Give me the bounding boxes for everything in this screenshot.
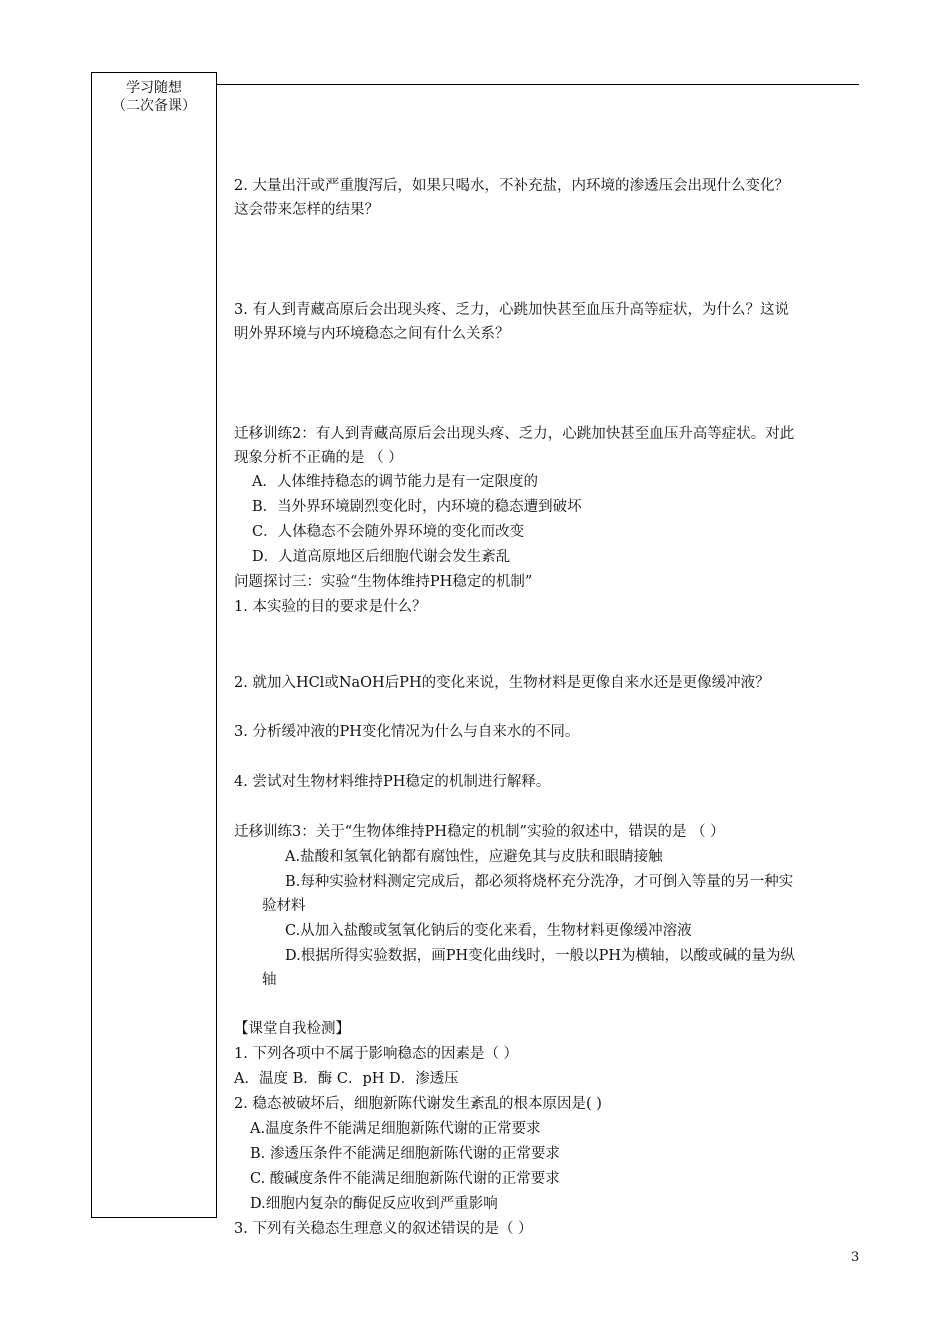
exercise-3-option-b-line-1: B.每种实验材料测定完成后，都必须将烧杯充分洗净，才可倒入等量的另一种实 [285, 874, 794, 890]
self-check-q3: 3. 下列有关稳态生理意义的叙述错误的是（ ） [234, 1221, 533, 1237]
question-3-line-2: 明外界环境与内环境稳态之间有什么关系？ [234, 326, 510, 342]
discussion-3-q3: 3. 分析缓冲液的PH变化情况为什么与自来水的不同。 [234, 724, 580, 740]
exercise-2-option-d: D．人道高原地区后细胞代谢会发生紊乱 [252, 549, 511, 565]
exercise-3-stem: 迁移训练3：关于“生物体维持PH稳定的机制”实验的叙述中，错误的是 （ ） [234, 824, 725, 840]
question-2-line-1: 2. 大量出汗或严重腹泻后，如果只喝水，不补充盐，内环境的渗透压会出现什么变化？ [234, 178, 789, 194]
exercise-2-line-2: 现象分析不正确的是 （ ） [234, 450, 403, 466]
study-notes-title: 学习随想 [126, 80, 182, 96]
exercise-3-option-b-line-2: 验材料 [262, 898, 306, 914]
self-check-q1: 1. 下列各项中不属于影响稳态的因素是（ ） [234, 1046, 519, 1062]
self-check-q1-options: A．温度 B．酶 C．pH D．渗透压 [234, 1071, 459, 1087]
exercise-3-option-c: C.从加入盐酸或氢氧化钠后的变化来看，生物材料更像缓冲溶液 [285, 923, 692, 939]
exercise-2-option-b: B．当外界环境剧烈变化时，内环境的稳态遭到破坏 [252, 499, 582, 515]
self-check-q2-option-b: B. 渗透压条件不能满足细胞新陈代谢的正常要求 [250, 1146, 560, 1162]
discussion-3-q2: 2. 就加入HCl或NaOH后PH的变化来说，生物材料是更像自来水还是更像缓冲液？ [234, 675, 770, 691]
exercise-3-option-d-line-1: D.根据所得实验数据，画PH变化曲线时，一般以PH为横轴，以酸或碱的量为纵 [285, 948, 796, 964]
question-2-line-2: 这会带来怎样的结果？ [234, 202, 379, 218]
exercise-2-option-a: A．人体维持稳态的调节能力是有一定限度的 [252, 474, 538, 490]
self-check-q2-option-c: C. 酸碱度条件不能满足细胞新陈代谢的正常要求 [250, 1171, 560, 1187]
self-check-q2: 2. 稳态被破坏后，细胞新陈代谢发生紊乱的根本原因是( ) [234, 1096, 602, 1112]
study-notes-subtitle: （二次备课） [112, 98, 196, 114]
exercise-2-line-1: 迁移训练2：有人到青藏高原后会出现头疼、乏力，心跳加快甚至血压升高等症状。对此 [234, 426, 795, 442]
discussion-3-q4: 4. 尝试对生物材料维持PH稳定的机制进行解释。 [234, 774, 551, 790]
header-rule [217, 84, 859, 85]
study-notes-box [91, 72, 217, 1218]
self-check-q2-option-a: A.温度条件不能满足细胞新陈代谢的正常要求 [250, 1121, 541, 1137]
question-3-line-1: 3. 有人到青藏高原后会出现头疼、乏力，心跳加快甚至血压升高等症状，为什么？这说 [234, 302, 789, 318]
exercise-3-option-d-line-2: 轴 [262, 972, 277, 988]
self-check-q2-option-d: D.细胞内复杂的酶促反应收到严重影响 [250, 1196, 498, 1212]
exercise-2-option-c: C．人体稳态不会随外界环境的变化而改变 [252, 524, 525, 540]
discussion-3-heading: 问题探讨三：实验“生物体维持PH稳定的机制” [234, 574, 533, 590]
self-check-heading: 【课堂自我检测】 [234, 1021, 350, 1037]
exercise-3-option-a: A.盐酸和氢氧化钠都有腐蚀性，应避免其与皮肤和眼睛接触 [285, 849, 663, 865]
discussion-3-q1: 1. 本实验的目的要求是什么？ [234, 599, 427, 615]
page-number: 3 [851, 1250, 860, 1265]
